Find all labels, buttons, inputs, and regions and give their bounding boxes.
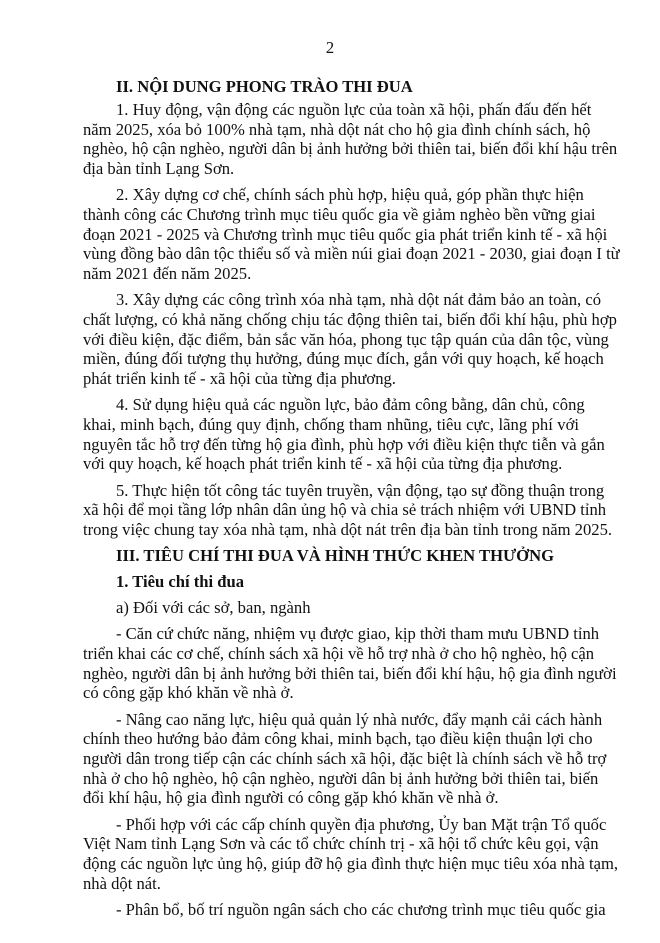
criteria-subheading: 1. Tiêu chí thi đua xyxy=(116,572,245,592)
paragraph-line: nguyên tắc hỗ trợ đến từng hộ gia đình, phù hợp với điều kiện thực tiễn và gắn xyxy=(83,434,605,454)
paragraph-line: Việt Nam tỉnh Lạng Sơn và các tổ chức chính trị - xã hội tổ chức kêu gọi, vận xyxy=(83,834,599,854)
document-body xyxy=(83,77,620,927)
paragraph-line: thành công các Chương trình mục tiêu quốc gia về giảm nghèo bền vững giai xyxy=(83,204,596,224)
paragraph xyxy=(83,814,619,893)
paragraph-line: 3. Xây dựng các công trình xóa nhà tạm, nhà dột nát đảm bảo an toàn, có xyxy=(116,290,601,310)
paragraph-line: chính theo hướng bảo đảm công khai, minh bạch, tạo điều kiện thuận lợi cho xyxy=(83,729,593,749)
paragraph-line: 5. Thực hiện tốt công tác tuyên truyền, vận động, tạo sự đồng thuận trong xyxy=(116,480,605,500)
paragraph-line: với điều kiện, đặc điểm, bản sắc văn hóa, phong tục tập quán của dân tộc, vùng xyxy=(83,329,609,349)
paragraph xyxy=(83,185,620,283)
paragraph-line: xã hội để mọi tầng lớp nhân dân ủng hộ và chia sẻ trách nhiệm với UBND tỉnh xyxy=(83,500,607,520)
paragraph xyxy=(83,709,607,808)
paragraph-line: - Phân bổ, bố trí nguồn ngân sách cho các chương trình mục tiêu quốc gia xyxy=(116,900,606,920)
paragraph-line: 2. Xây dựng cơ chế, chính sách phù hợp, hiệu quả, góp phần thực hiện xyxy=(116,185,584,205)
paragraph-line: đổi khí hậu, hộ gia đình người có công gặp khó khăn về nhà ở. xyxy=(83,788,499,808)
paragraph xyxy=(83,290,617,388)
paragraph-line: năm 2025, xóa bỏ 100% nhà tạm, nhà dột nát cho hộ gia đình chính sách, hộ xyxy=(83,119,591,139)
paragraph-line: với quy hoạch, kế hoạch phát triển kinh tế - xã hội của từng địa phương. xyxy=(83,454,563,474)
paragraph-line: nhà ở cho hộ nghèo, hộ cận nghèo, người dân bị ảnh hưởng bởi thiên tai, biến xyxy=(83,768,599,788)
paragraph xyxy=(83,395,605,474)
section-3-heading: III. TIÊU CHÍ THI ĐUA VÀ HÌNH THỨC KHEN THƯỞNG xyxy=(116,546,554,566)
page-number: 2 xyxy=(325,38,335,57)
paragraph-line: nghèo, hộ cận nghèo, người dân bị ảnh hưởng bởi thiên tai, biến đổi khí hậu trên xyxy=(83,139,618,159)
departments-subheading: a) Đối với các sở, ban, ngành xyxy=(116,598,311,618)
section-2-paragraphs xyxy=(83,100,620,539)
paragraph-line: người dân trong tiếp cận các chính sách xã hội, đặc biệt là chính sách về hỗ trợ xyxy=(83,749,607,769)
paragraph-line: miền, đúng đối tượng thụ hưởng, đúng mục đích, gắn với quy hoạch, kế hoạch xyxy=(83,349,604,369)
section-3-paragraphs xyxy=(83,624,619,920)
paragraph-line: năm 2021 đến năm 2025. xyxy=(83,263,252,283)
paragraph-line: nghèo, người dân bị ảnh hưởng bởi thiên tai, biến đổi khí hậu, hộ gia đình người xyxy=(83,663,617,683)
paragraph-line: - Nâng cao năng lực, hiệu quả quản lý nhà nước, đẩy mạnh cải cách hành xyxy=(116,709,603,729)
paragraph xyxy=(83,100,618,178)
paragraph-line: 1. Huy động, vận động các nguồn lực của toàn xã hội, phấn đấu đến hết xyxy=(116,100,592,119)
paragraph-line: vùng đồng bào dân tộc thiểu số và miền núi giai đoạn 2021 - 2030, giai đoạn I từ xyxy=(83,244,620,264)
paragraph-line: - Căn cứ chức năng, nhiệm vụ được giao, kịp thời tham mưu UBND tỉnh xyxy=(116,624,600,644)
paragraph-line: phát triển kinh tế - xã hội của từng địa phương. xyxy=(83,368,396,388)
paragraph xyxy=(83,480,613,540)
paragraph-line: triển khai các cơ chế, chính sách xã hội về hỗ trợ nhà ở cho hộ nghèo, hộ cận xyxy=(83,644,595,664)
paragraph-line: đoạn 2021 - 2025 và Chương trình mục tiêu quốc gia phát triển kinh tế - xã hội xyxy=(83,224,608,244)
paragraph-line: - Phối hợp với các cấp chính quyền địa phương, Ủy ban Mặt trận Tổ quốc xyxy=(116,814,607,834)
paragraph-line: có công gặp khó khăn về nhà ở. xyxy=(83,683,294,703)
paragraph-line: chất lượng, có khả năng chống chịu tác động thiên tai, biến đổi khí hậu, phù hợp xyxy=(83,309,617,329)
section-2-heading: II. NỘI DUNG PHONG TRÀO THI ĐUA xyxy=(116,77,413,96)
paragraph xyxy=(83,624,617,703)
paragraph-line: trong việc chung tay xóa nhà tạm, nhà dột nát trên địa bàn tỉnh trong năm 2025. xyxy=(83,519,613,539)
paragraph-line: 4. Sử dụng hiệu quả các nguồn lực, bảo đảm công bằng, dân chủ, công xyxy=(116,395,585,415)
paragraph-line: động các nguồn lực ủng hộ, giúp đỡ hộ gia đình thực hiện mục tiêu xóa nhà tạm, xyxy=(83,854,619,873)
paragraph-line: địa bàn tỉnh Lạng Sơn. xyxy=(83,158,235,178)
paragraph xyxy=(83,900,606,920)
paragraph-line: nhà dột nát. xyxy=(83,873,161,893)
paragraph-line: khai, minh bạch, đúng quy định, chống tham nhũng, tiêu cực, lãng phí với xyxy=(83,414,579,434)
